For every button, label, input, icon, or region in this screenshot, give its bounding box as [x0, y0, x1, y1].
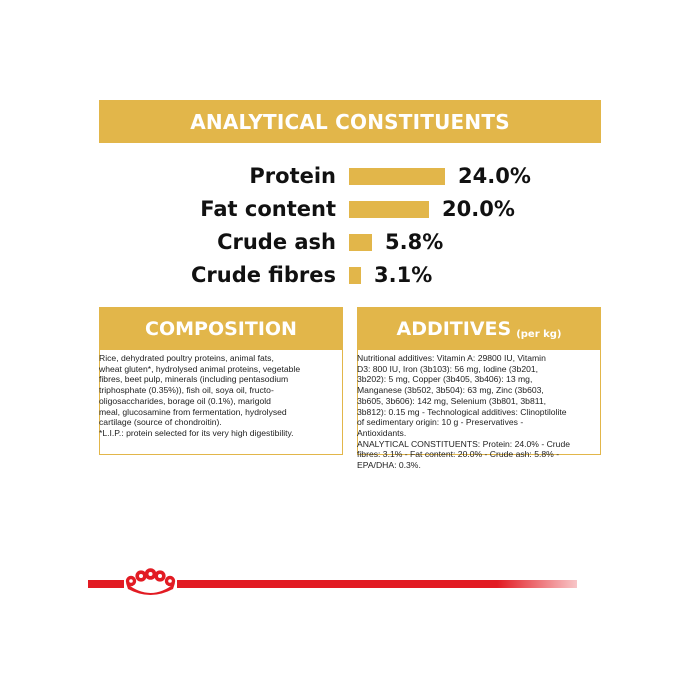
nutrient-label: Protein [249, 164, 336, 188]
additives-subtitle: (per kg) [516, 329, 562, 340]
nutrient-row-crude-ash [0, 226, 700, 258]
royal-canin-crown-icon [122, 567, 179, 599]
footer-stripe-left [88, 580, 124, 588]
nutrient-bar [349, 201, 429, 218]
nutrient-row-crude-fibres [0, 259, 700, 291]
additives-title [396, 318, 561, 340]
additives-header [358, 308, 600, 350]
footer-stripe-right [177, 580, 577, 588]
nutrient-row-protein [0, 160, 700, 192]
analytical-constituents-banner [99, 100, 601, 143]
nutrient-bar [349, 234, 372, 251]
nutrient-value: 24.0% [458, 164, 531, 188]
additives-text: Nutritional additives: Vitamin A: 29800 IU, Vitamin D3: 800 IU, Iron (3b103): 56 mg, Iodine (3b201, 3b202): 5 mg, Copper (3b405, 3b406): 13 mg, Manganese (3b502, 3b504): 63 mg, Zinc (3b603, 3b605, 3b606): 142 mg, Selenium (3b801, 3b811, 3b812): 0.15 mg - Technological additives: Clinoptilolite of sedimentary origin: 10 g - Preservatives - Antioxidants. ANALYTICAL CONSTITUENTS: Protein: 24.0% - Crude fibres: 3.1% - Fat content: 20.0% - Crude ash: 5.8% - EPA/DHA: 0.3%. [357, 353, 570, 471]
nutrient-value: 20.0% [442, 197, 515, 221]
nutrient-value: 5.8% [385, 230, 444, 254]
nutrient-label: Fat content [200, 197, 336, 221]
composition-text: Rice, dehydrated poultry proteins, animal fats, wheat gluten*, hydrolysed animal proteins, vegetable fibres, beet pulp, minerals (including pentasodium triphosphate (0.35%)), fish oil, soya oil, fructo- oligosaccharides, borage oil (0.1%), marigold meal, glucosamine from fermentation, hydrolysed cartilage (source of chondroitin). *L.I.P.: protein selected for its very high digestibility. [99, 353, 301, 438]
nutrient-label: Crude ash [217, 230, 336, 254]
nutrient-row-fat-content [0, 193, 700, 225]
additives-title-text: ADDITIVES [396, 318, 512, 340]
nutrient-label: Crude fibres [190, 263, 336, 287]
analytical-constituents-title: ANALYTICAL CONSTITUENTS [190, 109, 510, 134]
composition-title: COMPOSITION [145, 318, 297, 340]
nutrient-value: 3.1% [374, 263, 433, 287]
nutrient-bar [349, 267, 361, 284]
composition-header [100, 308, 342, 350]
nutrient-bar [349, 168, 445, 185]
